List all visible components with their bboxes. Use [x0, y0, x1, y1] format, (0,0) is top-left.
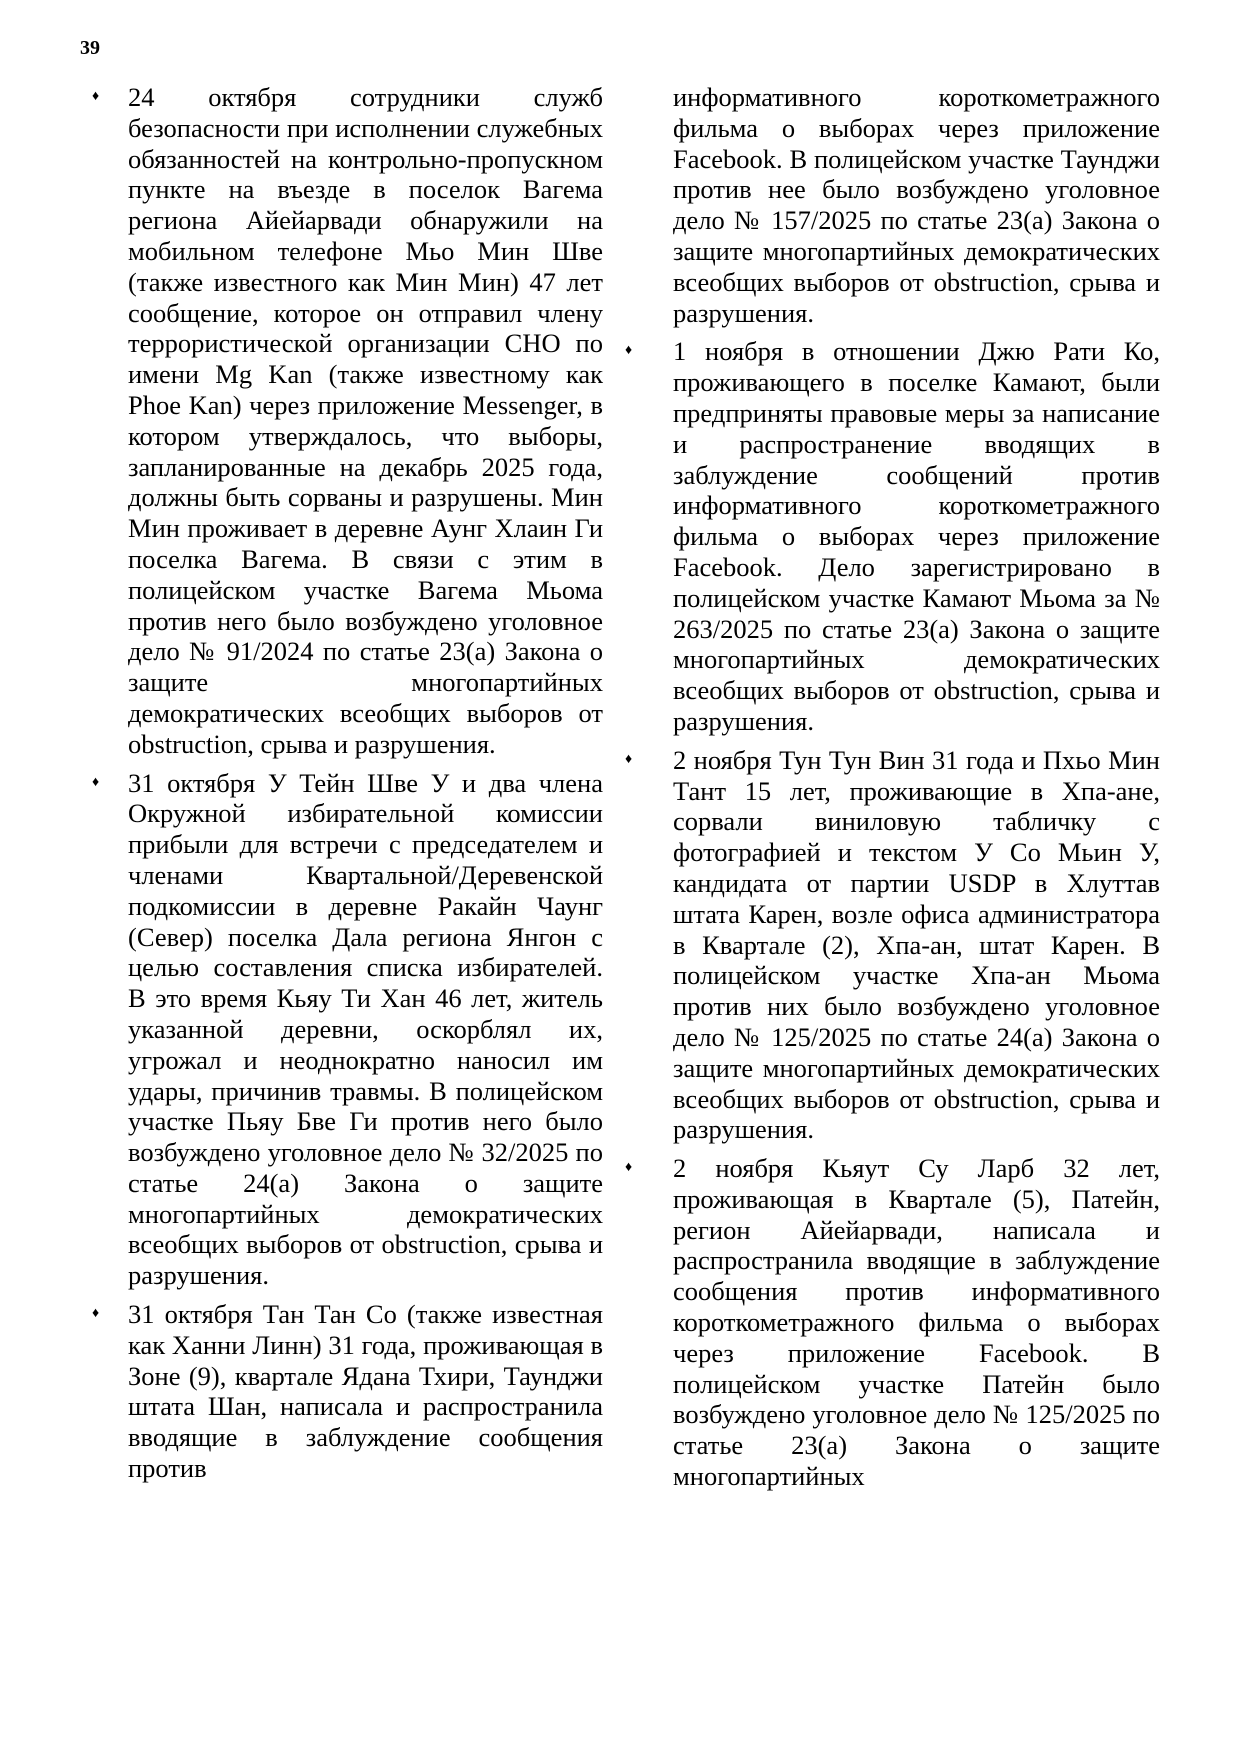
list-item [625, 336, 1160, 736]
list-item [88, 1299, 603, 1484]
left-bullet-list [88, 82, 603, 1484]
diamond-bullet-icon: ♦ [92, 774, 100, 790]
list-item [625, 744, 1160, 1145]
list-item [625, 1153, 1160, 1492]
right-bullet-list [625, 336, 1160, 1492]
diamond-bullet-icon: ♦ [625, 343, 633, 359]
list-item [88, 768, 603, 1292]
diamond-bullet-icon: ♦ [625, 751, 633, 767]
continued-paragraph: информативного короткометражного фильма о выборах через приложение Facebook. В полицейском участке Таунджи против нее было возбуждено уголовное дело № 157/2025 по статье 23(a) Закона о защите многопартийных демократических всеобщих выборов от obstruction, срыва и разрушения. [673, 82, 1160, 328]
list-item-text: 2 ноября Кьяут Су Ларб 32 лет, проживающая в Квартале (5), Патейн, регион Айейарвади, написала и распространила вводящие в заблуждение сообщения против информативного короткометражного фильма о выборах через приложение Facebook. В полицейском участке Патейн было возбуждено уголовное дело № 125/2025 по статье 23(a) Закона о защите многопартийных [673, 1153, 1160, 1492]
right-column [625, 82, 1160, 1500]
page-number: 39 [80, 37, 100, 59]
diamond-bullet-icon: ♦ [92, 89, 100, 104]
list-item-text: 1 ноября в отношении Джю Рати Ко, проживающего в поселке Камают, были предприняты правовые меры за написание и распространение вводящих в заблуждение сообщений против информативного короткометражного фильма о выборах через приложение Facebook. Дело зарегистрировано в полицейском участке Камают Мьома за № 263/2025 по статье 23(a) Закона о защите многопартийных демократических всеобщих выборов от obstruction, срыва и разрушения. [673, 336, 1160, 736]
list-item-text: 24 октября сотрудники служб безопасности при исполнении служебных обязанностей на контрольно-пропускном пункте на въезде в поселок Вагема региона Айейарвади обнаружили на мобильном телефоне Мьо Мин Шве (также известного как Мин Мин) 47 лет сообщение, которое он отправил члену террористической организации CHO по имени Mg Kan (также известному как Phoe Kan) через приложение Messenger, в котором утверждалось, что выборы, запланированные на декабрь 2025 года, должны быть сорваны и разрушены. Мин Мин проживает в деревне Аунг Хлаин Ги поселка Вагема. В связи с этим в полицейском участке Вагема Мьома против него было возбуждено уголовное дело № 91/2024 по статье 23(a) Закона о защите многопартийных демократических всеобщих выборов от obstruction, срыва и разрушения. [128, 82, 603, 759]
list-item [88, 82, 603, 760]
left-column [88, 82, 603, 1492]
list-item-text: 2 ноября Тун Тун Вин 31 года и Пхьо Мин Тант 15 лет, проживающие в Хпа-ане, сорвали виниловую табличку с фотографией и текстом У Со Мьин У, кандидата от партии USDP в Хлуттав штата Карен, возле офиса администратора в Квартале (2), Хпа-ан, штат Карен. В полицейском участке Хпа-ан Мьома против них было возбуждено уголовное дело № 125/2025 по статье 24(a) Закона о защите многопартийных демократических всеобщих выборов от obstruction, срыва и разрушения. [673, 744, 1160, 1145]
list-item-text: 31 октября У Тейн Шве У и два члена Окружной избирательной комиссии прибыли для встречи с председателем и членами Квартальной/Деревенской подкомиссии в деревне Ракайн Чаунг (Север) поселка Дала региона Янгон с целью составления списка избирателей. В это время Кьяу Ти Хан 46 лет, житель указанной деревни, оскорблял их, угрожал и неоднократно наносил им удары, причинив травмы. В полицейском участке Пьяу Бве Ги против него было возбуждено уголовное дело № 32/2025 по статье 24(a) Закона о защите многопартийных демократических всеобщих выборов от obstruction, срыва и разрушения. [128, 767, 603, 1291]
list-item-text: 31 октября Тан Тан Со (также известная как Ханни Линн) 31 года, проживающая в Зоне (9), квартале Ядана Тхири, Таунджи штата Шан, написала и распространила вводящие в заблуждение сообщения против [128, 1299, 603, 1484]
diamond-bullet-icon: ♦ [92, 1306, 100, 1322]
diamond-bullet-icon: ♦ [625, 1160, 633, 1176]
